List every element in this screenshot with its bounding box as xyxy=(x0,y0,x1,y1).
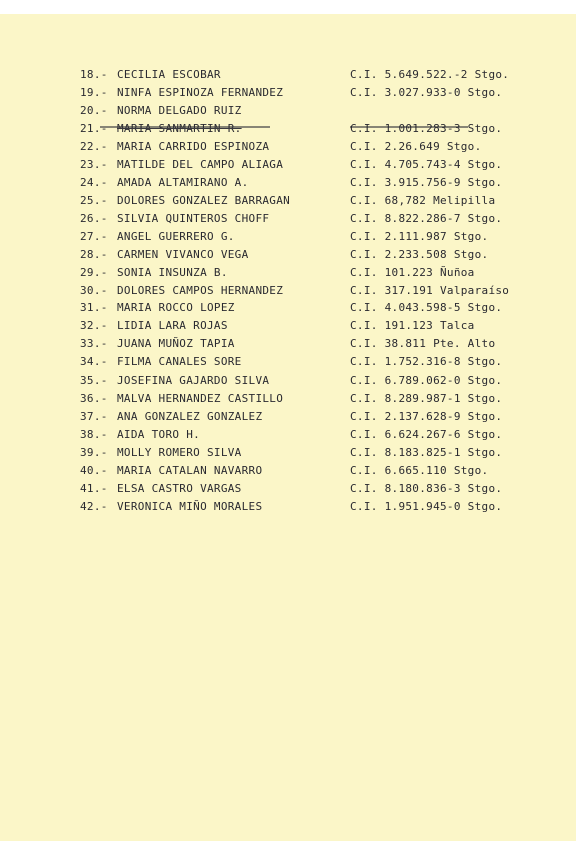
identity-card: C.I. 38.811 Pte. Alto xyxy=(350,337,496,350)
item-number: 39.- xyxy=(80,446,108,459)
item-number: 22.- xyxy=(80,140,108,153)
item-number: 40.- xyxy=(80,464,108,477)
item-number: 25.- xyxy=(80,194,108,207)
person-name: MALVA HERNANDEZ CASTILLO xyxy=(117,392,284,405)
list-item xyxy=(0,480,576,498)
identity-card: C.I. 1.001.283-3 Stgo. xyxy=(350,122,503,135)
person-name: AMADA ALTAMIRANO A. xyxy=(117,176,249,189)
item-number: 23.- xyxy=(80,158,108,171)
identity-card: C.I. 6.789.062-0 Stgo. xyxy=(350,374,503,387)
item-number: 29.- xyxy=(80,266,108,279)
list-item xyxy=(0,120,576,138)
person-name: MOLLY ROMERO SILVA xyxy=(117,446,242,459)
item-number: 36.- xyxy=(80,392,108,405)
identity-card: C.I. 8.822.286-7 Stgo. xyxy=(350,212,503,225)
person-name: NORMA DELGADO RUIZ xyxy=(117,104,242,117)
identity-card: C.I. 8.180.836-3 Stgo. xyxy=(350,482,503,495)
list-item xyxy=(0,174,576,192)
identity-card: C.I. 6.624.267-6 Stgo. xyxy=(350,428,503,441)
person-name: SONIA INSUNZA B. xyxy=(117,266,228,279)
list-item xyxy=(0,372,576,390)
identity-card: C.I. 2.137.628-9 Stgo. xyxy=(350,410,503,423)
document-page xyxy=(0,14,576,841)
list-item xyxy=(0,390,576,408)
person-name: LIDIA LARA ROJAS xyxy=(117,319,228,332)
person-name: MATILDE DEL CAMPO ALIAGA xyxy=(117,158,284,171)
person-name: MARIA ROCCO LOPEZ xyxy=(117,301,235,314)
list-item xyxy=(0,66,576,84)
identity-card: C.I. 3.027.933-0 Stgo. xyxy=(350,86,503,99)
identity-card: C.I. 4.705.743-4 Stgo. xyxy=(350,158,503,171)
identity-card: C.I. 3.915.756-9 Stgo. xyxy=(350,176,503,189)
list-item xyxy=(0,192,576,210)
person-name: DOLORES GONZALEZ BARRAGAN xyxy=(117,194,291,207)
list-item xyxy=(0,84,576,102)
item-number: 33.- xyxy=(80,337,108,350)
identity-card: C.I. 68,782 Melipilla xyxy=(350,194,496,207)
person-name: ELSA CASTRO VARGAS xyxy=(117,482,242,495)
person-name: ANGEL GUERRERO G. xyxy=(117,230,235,243)
person-name: MARIA CARRIDO ESPINOZA xyxy=(117,140,270,153)
list-item xyxy=(0,335,576,353)
list-item xyxy=(0,444,576,462)
person-name: SILVIA QUINTEROS CHOFF xyxy=(117,212,270,225)
item-number: 34.- xyxy=(80,355,108,368)
item-number: 19.- xyxy=(80,86,108,99)
item-number: 24.- xyxy=(80,176,108,189)
identity-card: C.I. 5.649.522.-2 Stgo. xyxy=(350,68,510,81)
person-name: ANA GONZALEZ GONZALEZ xyxy=(117,410,263,423)
strikeout-mark xyxy=(100,120,270,128)
list-item xyxy=(0,138,576,156)
person-name: FILMA CANALES SORE xyxy=(117,355,242,368)
person-name: MARIA SANMARTIN R. xyxy=(117,122,242,135)
item-number: 18.- xyxy=(80,68,108,81)
list-item xyxy=(0,408,576,426)
person-name: JOSEFINA GAJARDO SILVA xyxy=(117,374,270,387)
person-name: CECILIA ESCOBAR xyxy=(117,68,221,81)
person-name: NINFA ESPINOZA FERNANDEZ xyxy=(117,86,284,99)
list-item xyxy=(0,156,576,174)
item-number: 26.- xyxy=(80,212,108,225)
list-item xyxy=(0,210,576,228)
list-item xyxy=(0,282,576,300)
identity-card: C.I. 2.26.649 Stgo. xyxy=(350,140,482,153)
list-item xyxy=(0,228,576,246)
item-number: 30.- xyxy=(80,284,108,297)
list-item xyxy=(0,299,576,317)
person-name: CARMEN VIVANCO VEGA xyxy=(117,248,249,261)
item-number: 37.- xyxy=(80,410,108,423)
item-number: 42.- xyxy=(80,500,108,513)
person-name: VERONICA MIÑO MORALES xyxy=(117,500,263,513)
list-item xyxy=(0,498,576,516)
identity-card: C.I. 317.191 Valparaíso xyxy=(350,284,510,297)
list-item xyxy=(0,426,576,444)
identity-card: C.I. 8.183.825-1 Stgo. xyxy=(350,446,503,459)
list-item xyxy=(0,102,576,120)
list-item xyxy=(0,246,576,264)
identity-card: C.I. 2.111.987 Stgo. xyxy=(350,230,489,243)
identity-card: C.I. 101.223 Ñuñoa xyxy=(350,266,475,279)
list-item xyxy=(0,353,576,371)
item-number: 38.- xyxy=(80,428,108,441)
identity-card: C.I. 1.752.316-8 Stgo. xyxy=(350,355,503,368)
identity-card: C.I. 191.123 Talca xyxy=(350,319,475,332)
item-number: 41.- xyxy=(80,482,108,495)
item-number: 32.- xyxy=(80,319,108,332)
list-item xyxy=(0,462,576,480)
person-name: JUANA MUÑOZ TAPIA xyxy=(117,337,235,350)
identity-card: C.I. 8.289.987-1 Stgo. xyxy=(350,392,503,405)
list-item xyxy=(0,317,576,335)
person-name: MARIA CATALAN NAVARRO xyxy=(117,464,263,477)
item-number: 21.- xyxy=(80,122,108,135)
item-number: 20.- xyxy=(80,104,108,117)
identity-card: C.I. 2.233.508 Stgo. xyxy=(350,248,489,261)
identity-card: C.I. 4.043.598-5 Stgo. xyxy=(350,301,503,314)
item-number: 28.- xyxy=(80,248,108,261)
identity-card: C.I. 6.665.110 Stgo. xyxy=(350,464,489,477)
identity-card: C.I. 1.951.945-0 Stgo. xyxy=(350,500,503,513)
item-number: 35.- xyxy=(80,374,108,387)
person-name: DOLORES CAMPOS HERNANDEZ xyxy=(117,284,284,297)
item-number: 27.- xyxy=(80,230,108,243)
item-number: 31.- xyxy=(80,301,108,314)
list-item xyxy=(0,264,576,282)
person-name: AIDA TORO H. xyxy=(117,428,201,441)
strikeout-mark-ci xyxy=(350,120,468,128)
